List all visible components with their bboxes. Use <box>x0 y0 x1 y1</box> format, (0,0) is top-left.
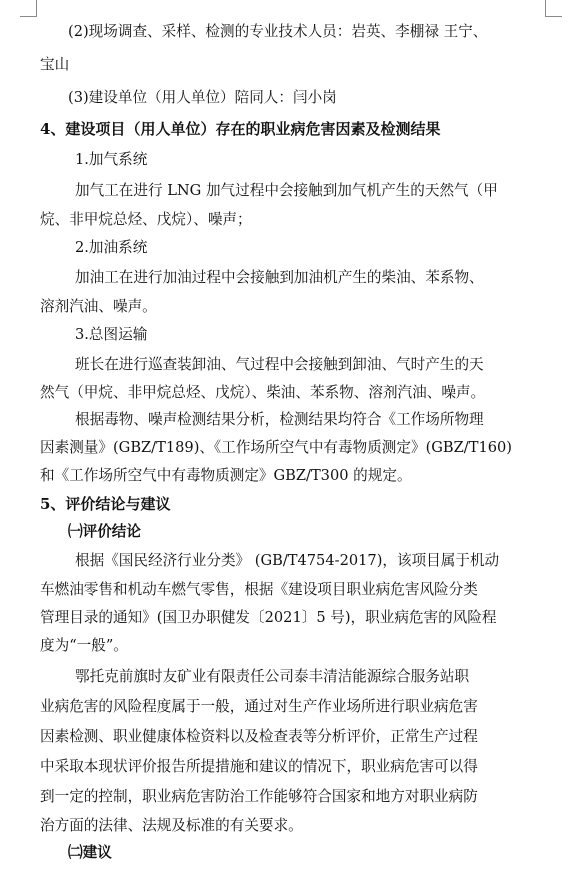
crop-mark-top-right <box>545 0 562 17</box>
subheading <box>0 325 581 345</box>
line-text: 然气（甲烷、非甲烷总烃、戊烷）、柴油、苯系物、溶剂汽油、噪声。 <box>40 384 486 401</box>
line-text: 烷、非甲烷总烃、戊烷）、噪声； <box>40 211 252 228</box>
text-line <box>0 727 581 747</box>
subheading <box>0 150 581 170</box>
line-text: 治方面的法律、法规及标准的有关要求。 <box>40 817 303 834</box>
text-line <box>0 268 581 288</box>
text-line <box>0 55 581 75</box>
line-text: (2)现场调查、采样、检测的专业技术人员：岩英、李棚禄 王宁、 <box>68 23 488 40</box>
text-line <box>0 608 581 628</box>
text-line <box>0 551 581 571</box>
line-text: 鄂托克前旗时友矿业有限责任公司泰丰清洁能源综合服务站职 <box>75 668 470 685</box>
text-line <box>0 355 581 375</box>
section-heading-text: 5、评价结论与建议 <box>40 495 171 513</box>
text-line <box>0 580 581 600</box>
text-line <box>0 438 581 458</box>
line-text: 到一定的控制，职业病危害防治工作能够符合国家和地方对职业病防 <box>40 788 478 805</box>
line-text: 因素检测、职业健康体检资料以及检查表等分析评价，正常生产过程 <box>40 728 478 745</box>
line-text: 加油工在进行加油过程中会接触到加油机产生的柴油、苯系物、 <box>75 269 484 286</box>
text-line <box>0 88 581 108</box>
line-text: 业病危害的风险程度属于一般，通过对生产作业场所进行职业病危害 <box>40 698 478 715</box>
line-text: 溶剂汽油、噪声。 <box>40 298 157 315</box>
line-text: 车燃油零售和机动车燃气零售，根据《建设项目职业病危害风险分类 <box>40 581 478 598</box>
subheading-text: 3.总图运输 <box>75 326 148 343</box>
line-text: 和《工作场所空气中有毒物质测定》GBZ/T300 的规定。 <box>40 467 412 484</box>
text-line <box>0 787 581 807</box>
subheading-text: 2.加油系统 <box>75 239 148 256</box>
section-heading <box>0 494 581 514</box>
line-text: 中采取本现状评价报告所提措施和建议的情况下，职业病危害可以得 <box>40 758 478 775</box>
text-line <box>0 757 581 777</box>
text-line <box>0 297 581 317</box>
line-text: (3)建设单位（用人单位）陪同人：闫小岗 <box>68 89 337 106</box>
subheading-text: 1.加气系统 <box>75 151 148 168</box>
crop-mark-top-left <box>20 0 37 17</box>
line-text: 加气工在进行 LNG 加气过程中会接触到加气机产生的天然气（甲 <box>75 182 498 199</box>
line-text: 因素测量》(GBZ/T189)、《工作场所空气中有毒物质测定》(GBZ/T160) <box>40 439 513 456</box>
text-line <box>0 22 581 42</box>
section-heading <box>0 119 581 139</box>
text-line <box>0 636 581 656</box>
text-line <box>0 383 581 403</box>
line-text: 宝山 <box>40 56 70 73</box>
subheading-text: ㈠评价结论 <box>68 523 141 540</box>
text-line <box>0 667 581 687</box>
subheading <box>0 843 581 863</box>
text-line <box>0 181 581 201</box>
line-text: 度为“一般”。 <box>40 637 128 654</box>
subheading <box>0 238 581 258</box>
line-text: 班长在进行巡查装卸油、气过程中会接触到卸油、气时产生的天 <box>75 356 484 373</box>
text-line <box>0 410 581 430</box>
section-heading-text: 4、建设项目（用人单位）存在的职业病危害因素及检测结果 <box>40 120 441 138</box>
subheading <box>0 522 581 542</box>
text-line <box>0 697 581 717</box>
text-line <box>0 210 581 230</box>
subheading-text: ㈡建议 <box>68 844 112 861</box>
text-line <box>0 816 581 836</box>
line-text: 根据《国民经济行业分类》 (GB/T4754-2017)，该项目属于机动 <box>75 552 500 569</box>
text-line <box>0 466 581 486</box>
line-text: 根据毒物、噪声检测结果分析，检测结果均符合《工作场所物理 <box>75 411 484 428</box>
line-text: 管理目录的通知》(国卫办职健发〔2021〕5 号)，职业病危害的风险程 <box>40 609 497 626</box>
